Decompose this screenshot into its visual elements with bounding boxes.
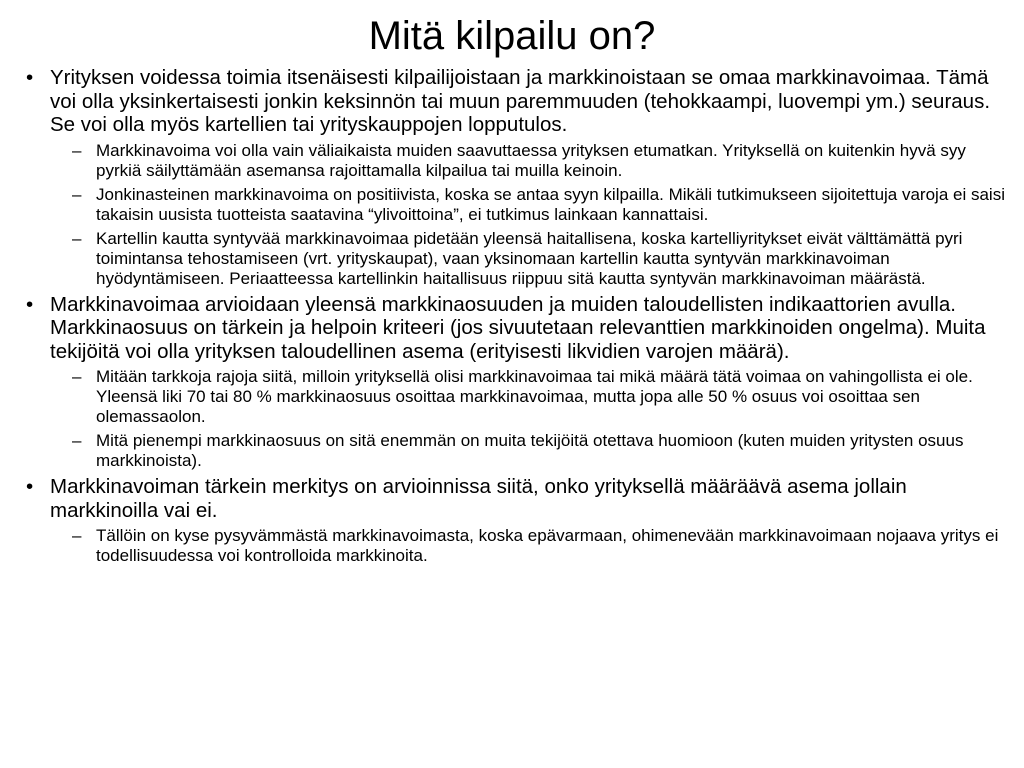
sub-marker: – [72,367,82,386]
slide-content [26,66,1010,570]
bullet-2-sub-1 [26,367,1010,427]
slide-title: Mitä kilpailu on? [368,14,656,58]
bullet-3-sub-1-text: Tällöin on kyse pysyvämmästä markkinavoimasta, koska epävarmaan, ohimenevään markkinavoimaan nojaava yritys ei todellisuudessa voi kontrolloida markkinoita. [96,526,999,565]
bullet-2-sub-2 [26,431,1010,471]
bullet-3-text: Markkinavoiman tärkein merkitys on arvioinnissa siitä, onko yrityksellä määräävä asema jollain markkinoilla vai ei. [50,475,907,522]
bullet-1-sub-2 [26,185,1010,225]
bullet-marker: • [26,475,34,498]
bullet-marker: • [26,292,34,316]
bullet-marker: • [26,66,34,89]
bullet-1-sub-3 [26,229,1010,289]
bullet-3 [26,475,1010,522]
bullet-1-text: Yrityksen voidessa toimia itsenäisesti kilpailijoistaan ja markkinoistaan se omaa markkinavoimaa. Tämä voi olla yksinkertaisesti jonkin keksinnön tai muun paremmuuden (tehokkaampi, luovempi ym.) seuraus. Se voi olla myös kartellien tai yrityskauppojen lopputulos. [50,66,991,136]
sub-marker: – [72,431,82,450]
bullet-2-sub-2-text: Mitä pienempi markkinaosuus on sitä enemmän on muita tekijöitä otettava huomioon (kuten muiden yritysten osuus markkinoista). [96,431,964,470]
bullet-2-sub-1-text: Mitään tarkkoja rajoja siitä, milloin yrityksellä olisi markkinavoimaa tai mikä määrä tätä voimaa on vahingollista ei ole. Yleensä liki 70 tai 80 % markkinaosuus osoittaa markkinavoimaa, mutta jopa alle 50 % osuus voi osoittaa sen olemassaolon. [96,367,973,426]
bullet-2 [26,293,1010,364]
bullet-1-sub-2-text: Jonkinasteinen markkinavoima on positiivista, koska se antaa syyn kilpailla. Mikäli tutkimukseen sijoitettuja varoja ei saisi takaisin uusista tuotteista saatavina “ylivoittoina”, ei tutkimus lainkaan kannattaisi. [96,184,1005,224]
sub-marker: – [72,228,82,248]
bullet-2-text: Markkinavoimaa arvioidaan yleensä markkinaosuuden ja muiden taloudellisten indikaattorien avulla. Markkinaosuus on tärkein ja helpoin kriteeri (jos sivuutetaan relevanttien markkinoiden ongelma). Muita tekijöitä voi olla yrityksen taloudellinen asema (erityisesti likvidien varojen määrä). [50,292,986,363]
bullet-1-sub-1 [26,141,1010,181]
bullet-1-sub-3-text: Kartellin kautta syntyvää markkinavoimaa pidetään yleensä haitallisena, koska kartelliyritykset eivät välttämättä pyri toimintansa tehostamiseen (vrt. yrityskaupat), vaan yksinomaan kartellin kautta syntyvän markkinavoiman hyödyntämiseen. Periaatteessa kartellinkin haitallisuus riippuu sitä kautta syntyvän markkinavoiman määrästä. [96,228,963,288]
sub-marker: – [72,184,82,204]
bullet-1-sub-1-text: Markkinavoima voi olla vain väliaikaista muiden saavuttaessa yrityksen etumatkan. Yrityksellä on kuitenkin hyvä syy pyrkiä säilyttämään asemansa rajoittamalla kilpailua tai muilla keinoin. [96,140,966,180]
bullet-1 [26,66,1010,137]
sub-marker: – [72,526,82,545]
bullet-3-sub-1 [26,526,1010,566]
sub-marker: – [72,140,82,160]
